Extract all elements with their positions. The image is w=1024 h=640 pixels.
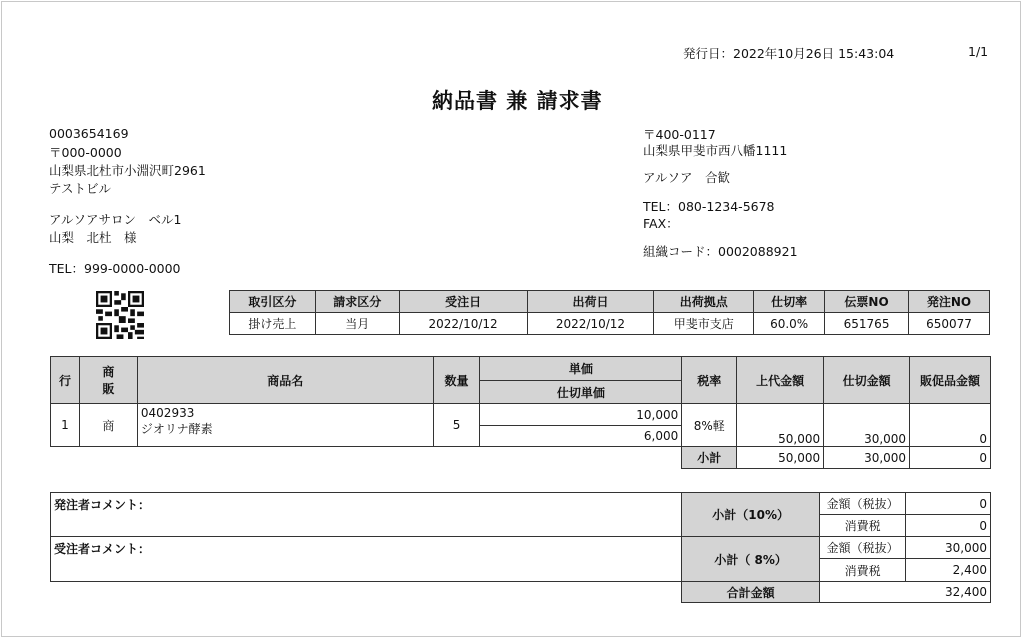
subtotal-promo: 0 — [910, 447, 991, 469]
header-unit-price: 単価 — [480, 357, 682, 381]
subtotal-8-label: 小計（ 8%） — [682, 537, 820, 582]
header-promo-amount: 販促品金額 — [910, 357, 991, 404]
subtotal-10-label: 小計（10%） — [682, 493, 820, 537]
customer-address1: 山梨県北杜市小淵沢町2961 — [49, 163, 206, 178]
sender-postal: 〒400-0117 — [643, 127, 716, 142]
summary-table — [50, 492, 991, 603]
info-value-cell: 甲斐市支店 — [654, 313, 754, 335]
qr-code-icon — [96, 291, 144, 339]
subtotal-10-tax: 0 — [906, 515, 991, 537]
row-retail-amount: 50,000 — [737, 404, 824, 447]
items-table — [50, 356, 991, 469]
info-value-cell: 当月 — [315, 313, 399, 335]
header-type: 商 販 — [79, 357, 137, 404]
row-cut-unit-price: 6,000 — [480, 426, 682, 447]
header-cut-amount: 仕切金額 — [824, 357, 910, 404]
customer-tel: TEL：999-0000-0000 — [49, 261, 181, 276]
header-retail-amount: 上代金額 — [737, 357, 824, 404]
subtotal-retail: 50,000 — [737, 447, 824, 469]
header-product-name: 商品名 — [137, 357, 433, 404]
info-value-cell: 651765 — [825, 313, 909, 335]
product-code: 0402933 — [140, 406, 195, 420]
sender-org-code: 組織コード：0002088921 — [643, 244, 798, 259]
row-promo-amount: 0 — [910, 404, 991, 447]
sender-tel: TEL：080-1234-5678 — [643, 199, 775, 214]
total-spacer — [51, 582, 682, 603]
subtotal-8-tax-label: 消費税 — [820, 559, 906, 582]
info-header-cell: 出荷日 — [527, 291, 654, 313]
issue-date: 発行日：2022年10月26日 15:43:04 — [683, 46, 895, 61]
total-label: 合計金額 — [682, 582, 820, 603]
header-cut-unit-price: 仕切単価 — [480, 381, 682, 404]
info-header-cell: 出荷拠点 — [654, 291, 754, 313]
header-tax-rate: 税率 — [682, 357, 737, 404]
document-title: 納品書 兼 請求書 — [432, 89, 603, 113]
info-value-cell: 2022/10/12 — [399, 313, 527, 335]
subtotal-10-tax-label: 消費税 — [820, 515, 906, 537]
receiver-comment-box — [51, 537, 682, 582]
subtotal-10-amount-label: 金額（税抜） — [820, 493, 906, 515]
info-value-cell: 掛け売上 — [230, 313, 316, 335]
info-header-cell: 受注日 — [399, 291, 527, 313]
info-header-cell: 仕切率 — [754, 291, 825, 313]
receiver-comment-label: 受注者コメント： — [54, 542, 151, 556]
info-value-cell: 2022/10/12 — [527, 313, 654, 335]
subtotal-8-amount: 30,000 — [906, 537, 991, 559]
sender-address: 山梨県甲斐市西八幡1111 — [643, 143, 788, 158]
product-name: ジオリナ酵素 — [140, 422, 213, 436]
row-product — [137, 404, 433, 447]
customer-name2: 山梨 北杜 様 — [49, 230, 137, 245]
header-quantity: 数量 — [433, 357, 480, 404]
total-amount: 32,400 — [820, 582, 991, 603]
customer-postal: 〒000-0000 — [49, 145, 122, 160]
customer-name1: アルソアサロン ベル1 — [49, 212, 182, 227]
row-quantity: 5 — [433, 404, 480, 447]
sender-name: アルソア 合歓 — [643, 170, 731, 185]
info-header-cell: 発注NO — [909, 291, 990, 313]
info-value-cell: 60.0% — [754, 313, 825, 335]
row-unit-price: 10,000 — [480, 404, 682, 426]
subtotal-label: 小計 — [682, 447, 737, 469]
customer-address2: テストビル — [49, 181, 112, 196]
subtotal-spacer — [51, 447, 682, 469]
subtotal-10-amount: 0 — [906, 493, 991, 515]
row-no: 1 — [51, 404, 80, 447]
info-header-cell: 取引区分 — [230, 291, 316, 313]
customer-code: 0003654169 — [49, 126, 129, 141]
row-tax-rate: 8%軽 — [682, 404, 737, 447]
subtotal-8-amount-label: 金額（税抜） — [820, 537, 906, 559]
subtotal-8-tax: 2,400 — [906, 559, 991, 582]
orderer-comment-label: 発注者コメント： — [54, 498, 151, 512]
subtotal-cut: 30,000 — [824, 447, 910, 469]
orderer-comment-box — [51, 493, 682, 537]
info-header-cell: 請求区分 — [315, 291, 399, 313]
info-header-cell: 伝票NO — [825, 291, 909, 313]
header-row-no: 行 — [51, 357, 80, 404]
info-table — [229, 290, 990, 335]
row-cut-amount: 30,000 — [824, 404, 910, 447]
row-type: 商 — [79, 404, 137, 447]
page-number: 1/1 — [968, 44, 989, 59]
sender-fax: FAX： — [643, 216, 679, 231]
info-value-cell: 650077 — [909, 313, 990, 335]
